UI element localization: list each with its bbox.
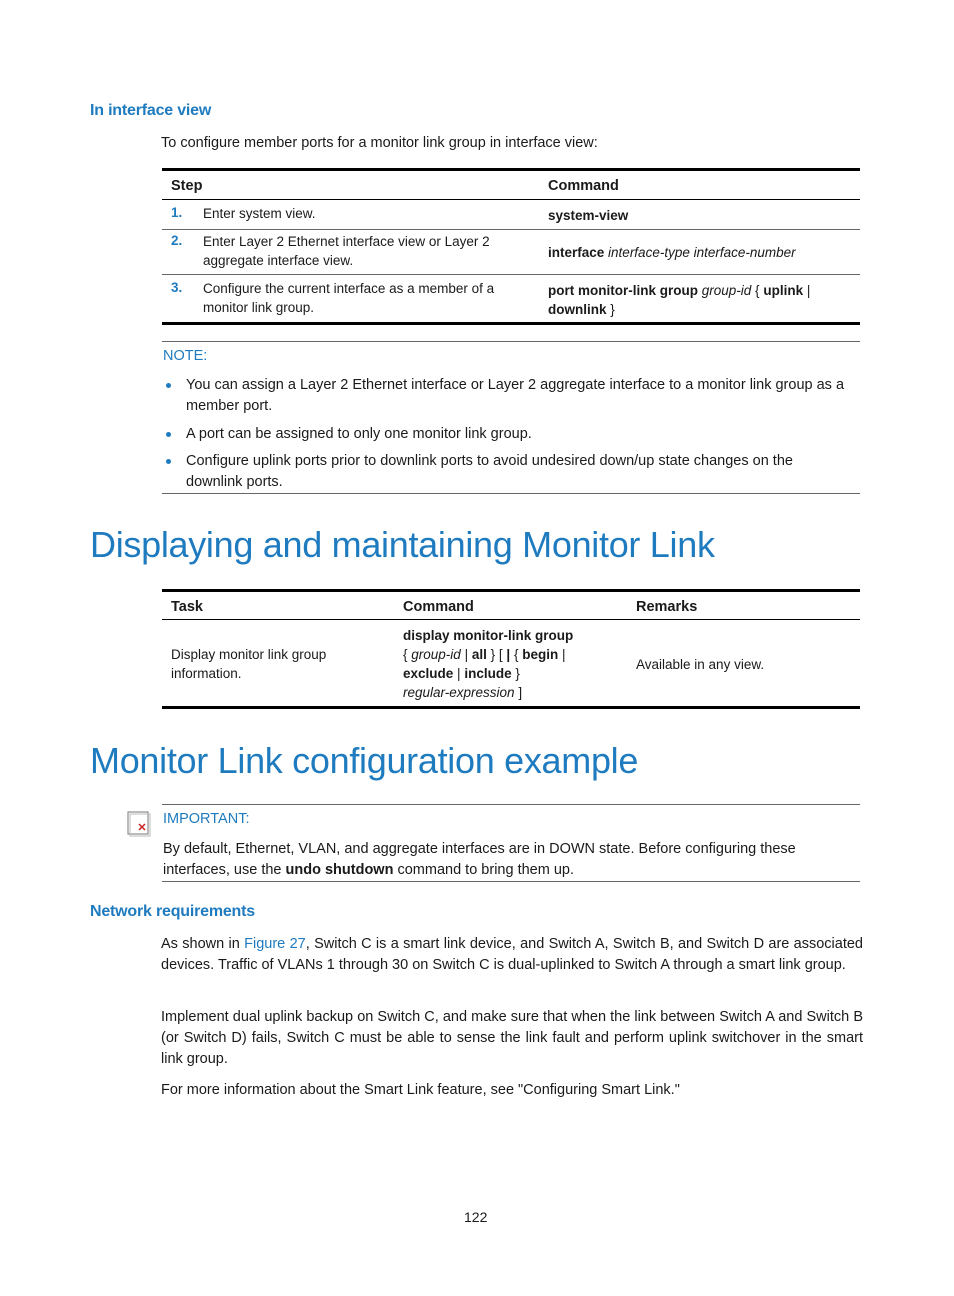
command-text bbox=[548, 281, 848, 319]
separator: | bbox=[464, 647, 469, 662]
command-keyword: display monitor-link group bbox=[403, 628, 574, 643]
brace: { bbox=[403, 647, 408, 662]
paragraph: Implement dual uplink backup on Switch C, and make sure that when the link between Switch A and Switch B (or Switch D) fails, Switch C must be able to sense the link fault and perform uplink switchover in the smart link group. bbox=[161, 1009, 863, 1067]
figure-link[interactable]: Figure 27 bbox=[244, 936, 306, 952]
note-item: A port can be assigned to only one monitor link group. bbox=[186, 426, 532, 442]
note-item: You can assign a Layer 2 Ethernet interface or Layer 2 aggregate interface to a monitor link group as a member port. bbox=[186, 377, 845, 414]
important-top-rule bbox=[162, 804, 860, 805]
command-keyword: exclude bbox=[403, 666, 454, 681]
page-title: Displaying and maintaining Monitor Link bbox=[90, 524, 715, 565]
brace: ] bbox=[518, 685, 523, 700]
command-keyword: all bbox=[471, 647, 487, 662]
command-argument: regular-expression bbox=[403, 685, 515, 700]
brace: } bbox=[610, 302, 615, 317]
column-header-command: Command bbox=[403, 599, 474, 615]
command-text bbox=[403, 626, 623, 702]
note-bottom-rule bbox=[162, 493, 860, 494]
important-bottom-rule bbox=[162, 881, 860, 882]
column-header-step: Step bbox=[171, 178, 203, 194]
command-text bbox=[548, 243, 796, 262]
command-keyword: uplink bbox=[763, 283, 804, 298]
paragraph bbox=[161, 934, 863, 976]
warning-icon bbox=[127, 811, 149, 835]
table-header-rule bbox=[162, 619, 860, 620]
note-top-rule bbox=[162, 341, 860, 342]
important-text-part: By default, Ethernet, VLAN, and aggregate interfaces are in DOWN state. Before configuring these interfaces, use the bbox=[163, 841, 796, 878]
brace: { bbox=[755, 283, 760, 298]
paragraph: For more information about the Smart Link feature, see "Configuring Smart Link." bbox=[161, 1082, 680, 1098]
command-keyword: interface bbox=[548, 245, 605, 260]
intro-text: To configure member ports for a monitor link group in interface view: bbox=[161, 135, 598, 151]
step-description: Enter Layer 2 Ethernet interface view or Layer 2 aggregate interface view. bbox=[203, 234, 490, 268]
table-header-rule bbox=[162, 199, 860, 200]
section-heading: In interface view bbox=[90, 102, 212, 119]
paragraph-text: , Switch C is a smart link device, and Switch A, Switch B, and Switch D are associated devices. Traffic of VLANs 1 through 30 on Switch C is dual-uplinked to Switch A through a smart link group. bbox=[161, 936, 863, 973]
column-header-command: Command bbox=[548, 178, 619, 194]
table-bottom-rule bbox=[162, 706, 860, 709]
command-argument: group-id bbox=[411, 647, 461, 662]
important-label: IMPORTANT: bbox=[163, 811, 250, 827]
column-header-remarks: Remarks bbox=[636, 599, 698, 615]
paragraph-text: As shown in bbox=[161, 936, 240, 952]
remarks-text: Available in any view. bbox=[636, 657, 765, 672]
brace: { bbox=[513, 647, 519, 662]
brace: } bbox=[515, 666, 520, 681]
table-bottom-rule bbox=[162, 322, 860, 325]
row-divider bbox=[162, 229, 860, 230]
step-description: Enter system view. bbox=[203, 206, 316, 221]
table-top-rule bbox=[162, 589, 860, 592]
command-argument: group-id bbox=[701, 283, 752, 298]
bullet-icon bbox=[166, 383, 171, 388]
note-item: Configure uplink ports prior to downlink ports to avoid undesired down/up state changes on the downlink ports. bbox=[186, 453, 793, 490]
page-title: Monitor Link configuration example bbox=[90, 740, 639, 781]
command-text bbox=[548, 206, 628, 225]
separator: | bbox=[562, 647, 566, 662]
step-number: 2. bbox=[171, 233, 183, 248]
command-keyword: system-view bbox=[548, 208, 629, 223]
page-number: 122 bbox=[464, 1209, 488, 1225]
step-number: 3. bbox=[171, 280, 183, 295]
command-keyword: | bbox=[506, 647, 511, 662]
table-top-rule bbox=[162, 168, 860, 171]
step-number: 1. bbox=[171, 205, 183, 220]
important-text bbox=[163, 839, 853, 881]
command-keyword: begin bbox=[522, 647, 559, 662]
command-argument: interface-type interface-number bbox=[608, 245, 796, 260]
note-label: NOTE: bbox=[163, 348, 208, 364]
separator: | bbox=[806, 283, 811, 298]
command-keyword: undo shutdown bbox=[285, 862, 394, 878]
section-heading: Network requirements bbox=[90, 903, 255, 920]
column-header-task: Task bbox=[171, 599, 203, 615]
command-keyword: downlink bbox=[548, 302, 607, 317]
brace: } [ bbox=[490, 647, 503, 662]
bullet-icon bbox=[166, 459, 171, 464]
task-description: Display monitor link group information. bbox=[171, 647, 327, 681]
bullet-icon bbox=[166, 432, 171, 437]
row-divider bbox=[162, 274, 860, 275]
separator: | bbox=[457, 666, 461, 681]
command-keyword: include bbox=[464, 666, 512, 681]
step-description: Configure the current interface as a member of a monitor link group. bbox=[203, 281, 495, 315]
command-keyword: port monitor-link group bbox=[548, 283, 698, 298]
important-text-part: command to bring them up. bbox=[397, 862, 574, 878]
